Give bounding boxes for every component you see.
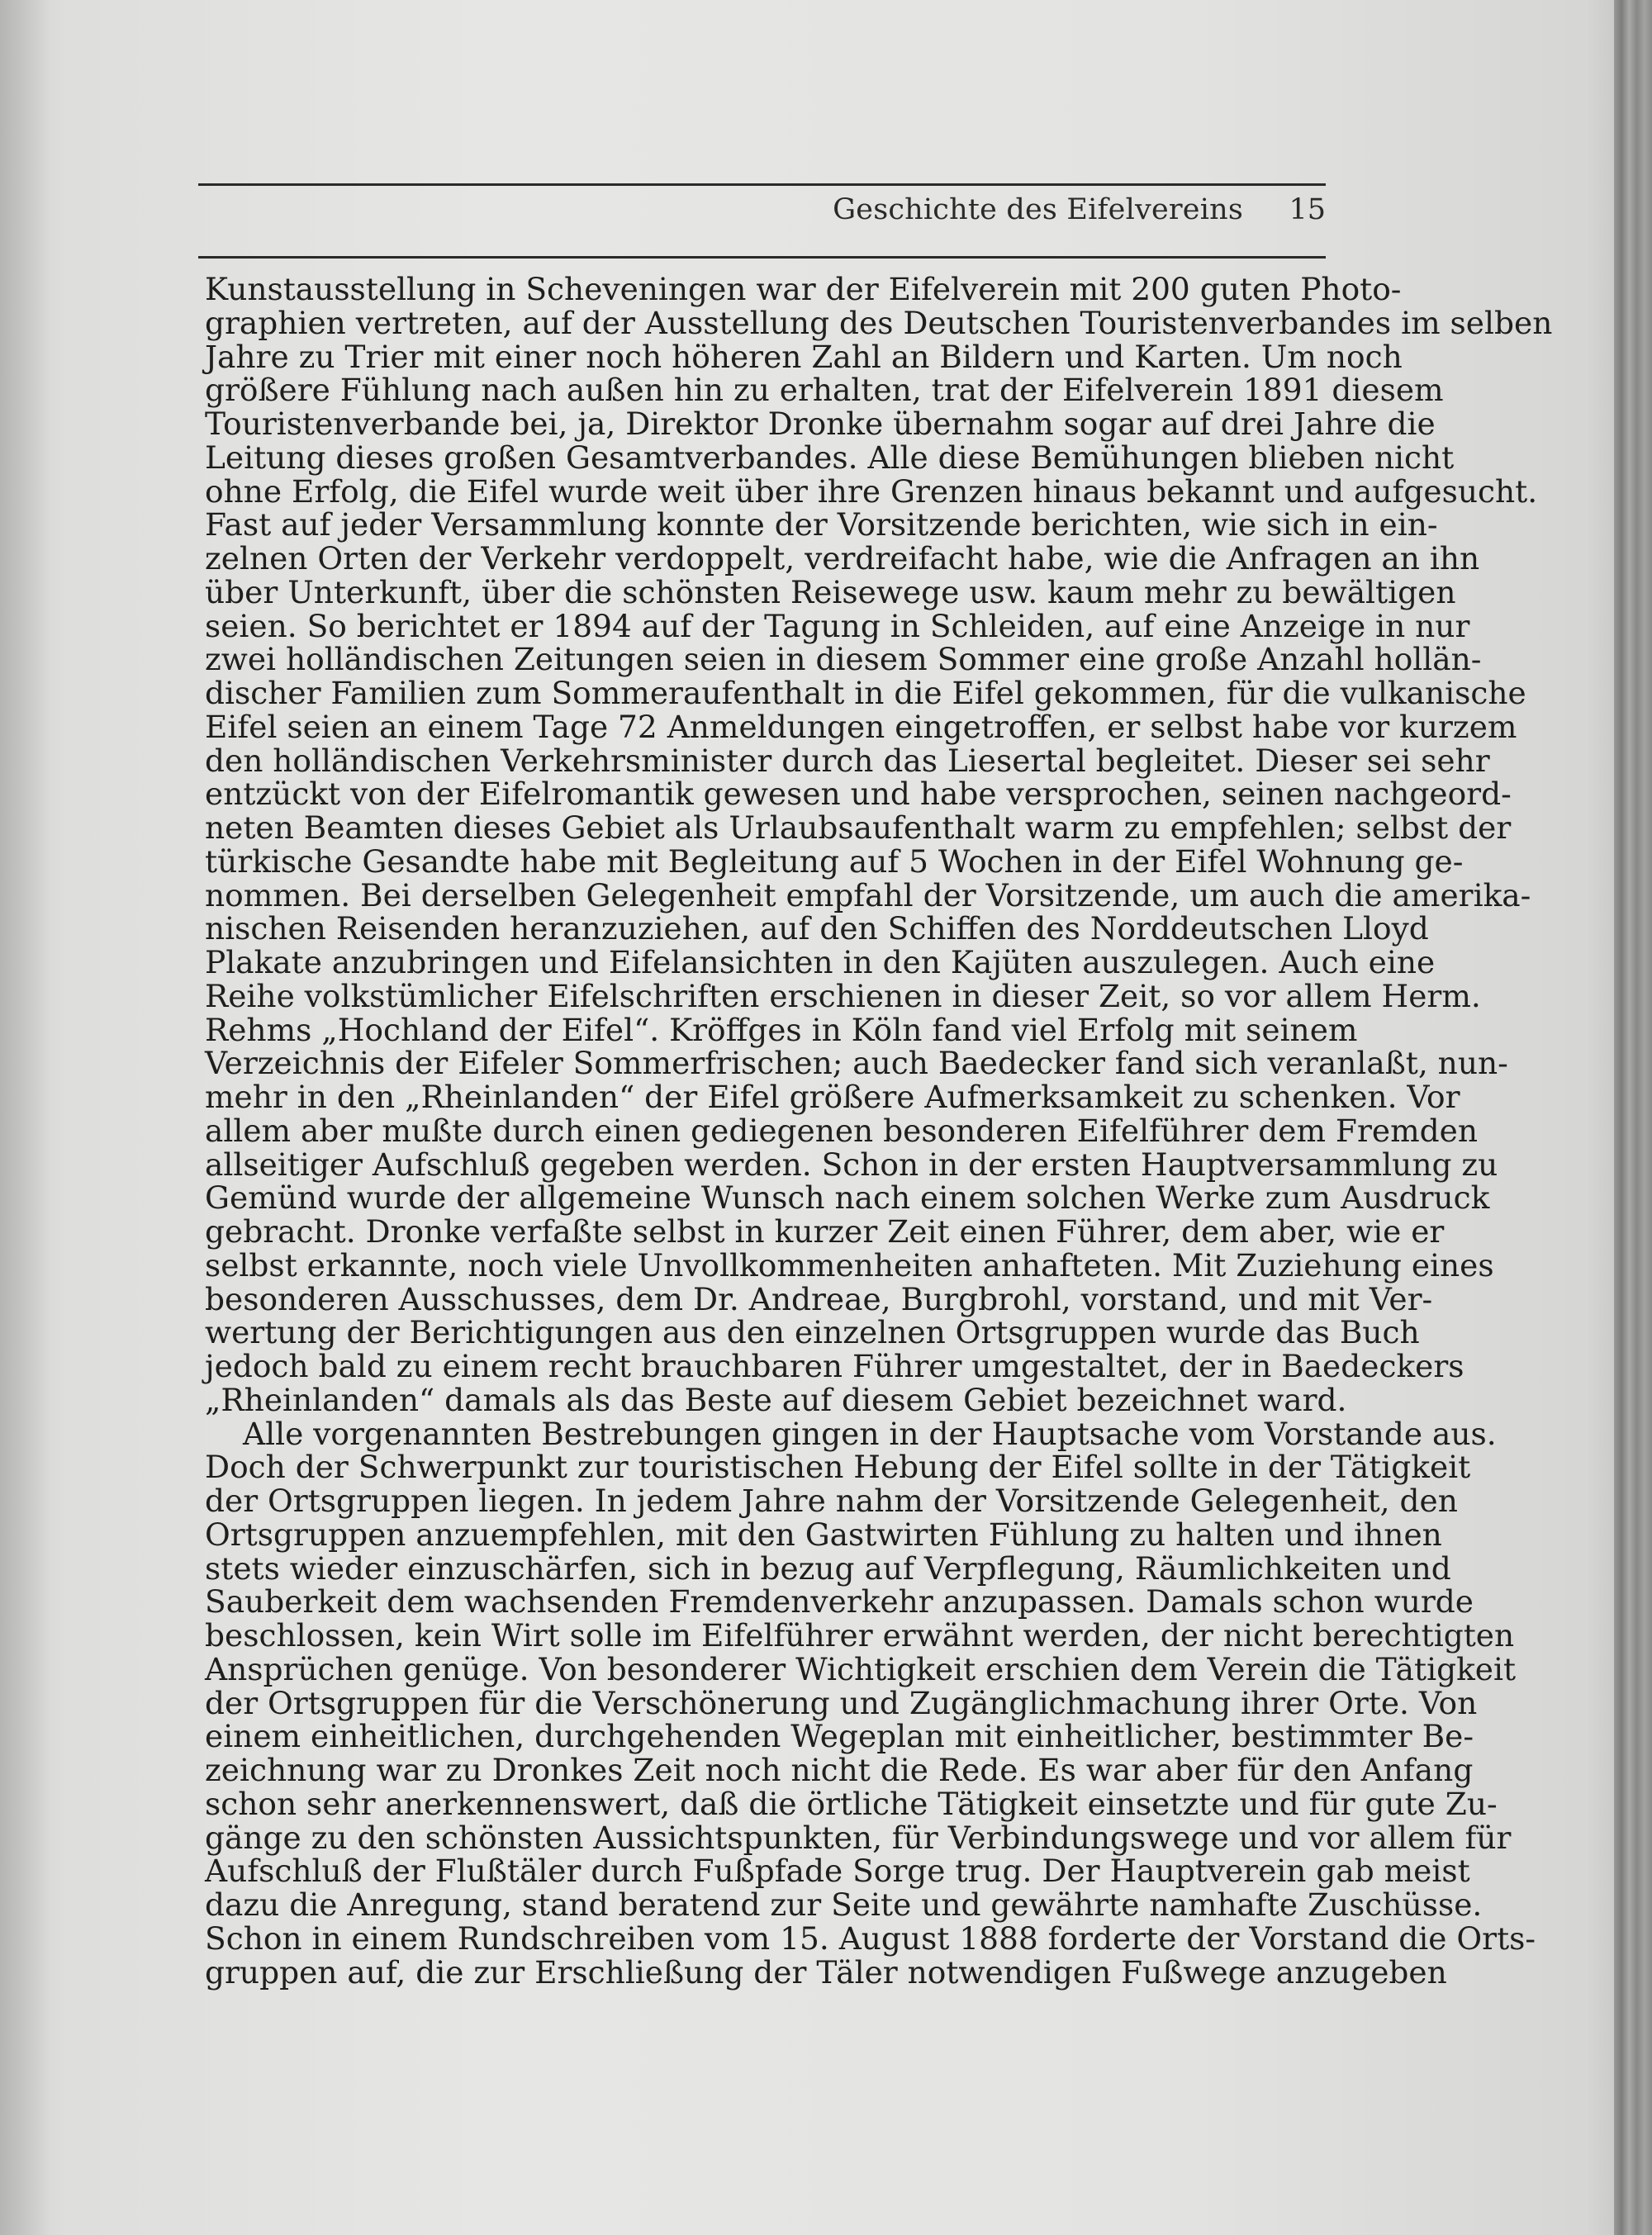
text-line: zwei holländischen Zeitungen seien in diesem Sommer eine große Anzahl hollän- — [205, 641, 1482, 678]
text-line: nischen Reisenden heranzuziehen, auf den Schiffen des Norddeutschen Lloyd — [205, 910, 1429, 947]
gutter-shadow — [0, 0, 50, 2235]
text-line: Plakate anzubringen und Eifelansichten in den Kajüten auszulegen. Auch eine — [205, 944, 1436, 980]
text-line: neten Beamten dieses Gebiet als Urlaubsaufenthalt warm zu empfehlen; selbst der — [205, 809, 1512, 846]
text-line: Kunstausstellung in Scheveningen war der Eifelverein mit 200 guten Photo- — [205, 271, 1402, 307]
text-line: stets wieder einzuschärfen, sich in bezug auf Verpflegung, Räumlichkeiten und — [205, 1549, 1451, 1587]
text-line: entzückt von der Eifelromantik gewesen und habe versprochen, seinen nachgeord- — [205, 776, 1512, 813]
header-rule-top — [198, 183, 1326, 186]
text-line: Jahre zu Trier mit einer noch höheren Zahl an Bildern und Karten. Um noch — [205, 338, 1403, 375]
text-line: beschlossen, kein Wirt solle im Eifelführer erwähnt werden, der nicht berechtigten — [205, 1617, 1515, 1654]
text-line: Leitung dieses großen Gesamtverbandes. Alle diese Bemühungen blieben nicht — [205, 439, 1455, 476]
text-line: dazu die Anregung, stand beratend zur Seite und gewährte namhafte Zuschüsse. — [205, 1886, 1483, 1923]
text-line: zelnen Orten der Verkehr verdoppelt, verdreifacht habe, wie die Anfragen an ihn — [205, 540, 1480, 577]
text-line: mehr in den „Rheinlanden“ der Eifel größere Aufmerksamkeit zu schenken. Vor — [205, 1079, 1460, 1115]
text-line: über Unterkunft, über die schönsten Reisewege usw. kaum mehr zu bewältigen — [205, 573, 1456, 610]
running-head — [198, 183, 1326, 259]
text-line: Rehms „Hochland der Eifel“. Kröffges in Köln fand viel Erfolg mit seinem — [205, 1011, 1358, 1048]
text-line: Gemünd wurde der allgemeine Wunsch nach einem solchen Werke zum Ausdruck — [205, 1179, 1490, 1217]
text-line: Alle vorgenannten Bestrebungen gingen in der Hauptsache vom Vorstande aus. — [243, 1415, 1497, 1452]
text-line: der Ortsgruppen für die Verschönerung und Zugänglichmachung ihrer Orte. Von — [205, 1684, 1478, 1721]
text-line: größere Fühlung nach außen hin zu erhalten, trat der Eifelverein 1891 diesem — [205, 372, 1444, 409]
text-line: selbst erkannte, noch viele Unvollkommenheiten anhafteten. Mit Zuziehung eines — [205, 1246, 1494, 1284]
text-line: gruppen auf, die zur Erschließung der Täler notwendigen Fußwege anzugeben — [205, 1953, 1447, 1991]
text-line: gebracht. Dronke verfaßte selbst in kurzer Zeit einen Führer, dem aber, wie er — [205, 1213, 1445, 1250]
text-line: wertung der Berichtigungen aus den einzelnen Ortsgruppen wurde das Buch — [205, 1314, 1420, 1351]
text-line: zeichnung war zu Dronkes Zeit noch nicht die Rede. Es war aber für den Anfang — [205, 1752, 1474, 1788]
page-number: 15 — [1289, 193, 1326, 226]
text-line: gänge zu den schönsten Aussichtspunkten, für Verbindungswege und vor allem für — [205, 1819, 1512, 1856]
text-line: besonderen Ausschusses, dem Dr. Andreae, Burgbrohl, vorstand, und mit Ver- — [205, 1280, 1433, 1317]
running-head-title: Geschichte des Eifelvereins — [833, 193, 1243, 226]
text-line: Ortsgruppen anzuempfehlen, mit den Gastwirten Fühlung zu halten und ihnen — [205, 1516, 1442, 1553]
text-line: jedoch bald zu einem recht brauchbaren Führer umgestaltet, der in Baedeckers — [205, 1348, 1464, 1384]
text-line: Touristenverbande bei, ja, Direktor Dronke übernahm sogar auf drei Jahre die — [205, 406, 1436, 442]
text-line: Verzeichnis der Eifeler Sommerfrischen; auch Baedecker fand sich veranlaßt, nun- — [205, 1045, 1508, 1082]
text-line: Reihe volkstümlicher Eifelschriften erschienen in dieser Zeit, so vor allem Herm. — [205, 977, 1481, 1014]
text-line: seien. So berichtet er 1894 auf der Tagung in Schleiden, auf eine Anzeige in nur — [205, 607, 1470, 644]
text-line: der Ortsgruppen liegen. In jedem Jahre nahm der Vorsitzende Gelegenheit, den — [205, 1483, 1458, 1519]
text-line: einem einheitlichen, durchgehenden Wegeplan mit einheitlicher, bestimmter Be- — [205, 1718, 1474, 1755]
text-line: Schon in einem Rundschreiben vom 15. August 1888 forderte der Vorstand die Orts- — [205, 1919, 1536, 1957]
text-line: ohne Erfolg, die Eifel wurde weit über ihre Grenzen hinaus bekannt und aufgesucht. — [205, 472, 1538, 510]
text-line: Doch der Schwerpunkt zur touristischen Hebung der Eifel sollte in der Tätigkeit — [205, 1449, 1471, 1486]
text-line: allseitiger Aufschluß gegeben werden. Schon in der ersten Hauptversammlung zu — [205, 1146, 1498, 1183]
text-line: schon sehr anerkennenswert, daß die örtliche Tätigkeit einsetzte und für gute Zu- — [205, 1785, 1498, 1822]
text-line: discher Familien zum Sommeraufenthalt in die Eifel gekommen, für die vulkanische — [205, 675, 1526, 711]
text-line: Fast auf jeder Versammlung konnte der Vorsitzende berichten, wie sich in ein- — [205, 506, 1438, 543]
book-page-edge — [1614, 0, 1652, 2235]
text-line: den holländischen Verkehrsminister durch das Liesertal begleitet. Dieser sei sehr — [205, 742, 1490, 779]
text-line: Eifel seien an einem Tage 72 Anmeldungen eingetroffen, er selbst habe vor kurzem — [205, 708, 1517, 745]
text-line: nommen. Bei derselben Gelegenheit empfahl der Vorsitzende, um auch die amerika- — [205, 876, 1531, 913]
text-line: Aufschluß der Flußtäler durch Fußpfade Sorge trug. Der Hauptverein gab meist — [205, 1853, 1470, 1890]
header-rule-bottom — [198, 256, 1326, 259]
text-line: graphien vertreten, auf der Ausstellung des Deutschen Touristenverbandes im selben — [205, 304, 1553, 341]
text-line: Ansprüchen genüge. Von besonderer Wichtigkeit erschien dem Verein die Tätigkeit — [205, 1650, 1517, 1687]
text-line: allem aber mußte durch einen gediegenen besonderen Eifelführer dem Fremden — [205, 1112, 1478, 1149]
text-line: „Rheinlanden“ damals als das Beste auf diesem Gebiet bezeichnet ward. — [205, 1381, 1347, 1418]
text-line: türkische Gesandte habe mit Begleitung auf 5 Wochen in der Eifel Wohnung ge- — [205, 842, 1464, 880]
text-line: Sauberkeit dem wachsenden Fremdenverkehr anzupassen. Damals schon wurde — [205, 1583, 1474, 1620]
